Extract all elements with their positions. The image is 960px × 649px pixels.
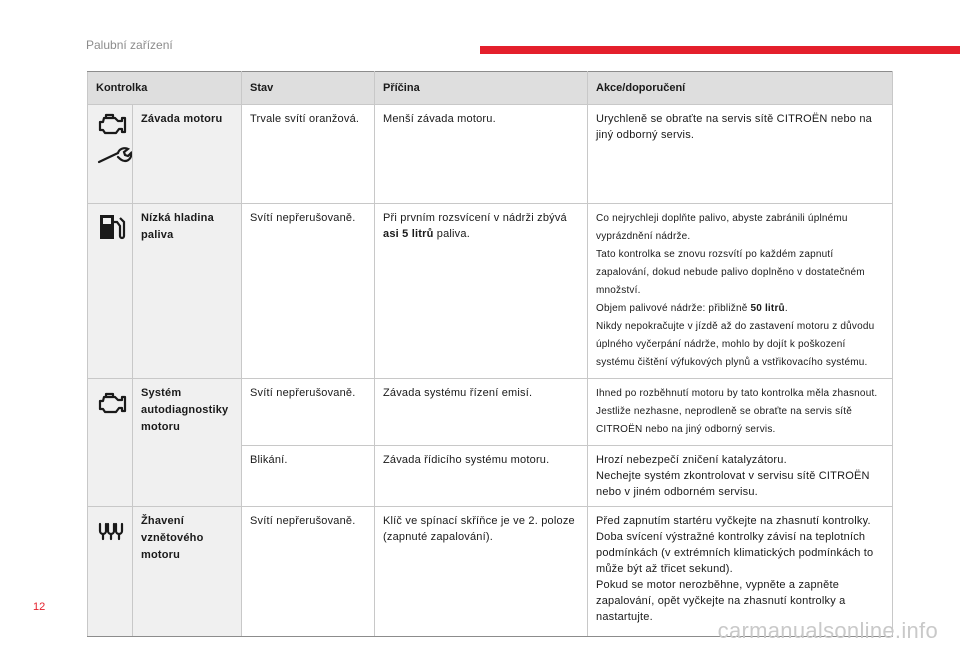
table-row <box>88 507 893 637</box>
cause-cell: Menší závada motoru. <box>375 105 588 204</box>
action-paragraph: Před zapnutím startéru vyčkejte na zhasnutí kontrolky. Doba svícení výstražné kontrolky závisí na teplotních podmínkách (v extrémních klimatických podmínkách to může být až třicet sekund). <box>596 515 874 575</box>
icon-cell <box>88 105 133 204</box>
icon-cell <box>88 204 133 379</box>
table-row <box>88 379 893 446</box>
action-cell <box>588 507 893 637</box>
column-header-akce: Akce/doporučení <box>588 72 893 105</box>
column-header-kontrolka: Kontrolka <box>88 72 242 105</box>
cause-emphasis: asi 5 litrů <box>383 228 434 240</box>
action-paragraph: Co nejrychleji doplňte palivo, abyste zabránili úplnému vyprázdnění nádrže. <box>596 213 848 242</box>
action-cell: Urychleně se obraťte na servis sítě CITROËN nebo na jiný odborný servis. <box>588 105 893 204</box>
fuel-pump-icon <box>96 212 124 242</box>
table-row <box>88 204 893 379</box>
state-cell: Blikání. <box>242 446 375 507</box>
glow-plug-icon <box>96 521 124 541</box>
table-header-row <box>88 72 893 105</box>
engine-diagnostic-icon <box>96 391 124 417</box>
action-paragraph: Tato kontrolka se znovu rozsvítí po každém zapnutí zapalování, dokud nebude palivo doplněno v dostatečném množství. <box>596 249 865 296</box>
page-number: 12 <box>33 601 46 613</box>
state-cell: Svítí nepřerušovaně. <box>242 379 375 446</box>
action-cell <box>588 446 893 507</box>
cause-text: Při prvním rozsvícení v nádrži zbývá <box>383 212 567 224</box>
column-header-pricina: Příčina <box>375 72 588 105</box>
cause-text: paliva. <box>433 228 470 240</box>
warning-lights-table <box>87 71 893 637</box>
warning-name: Závada motoru <box>133 105 242 204</box>
header-accent-bar <box>480 46 960 54</box>
watermark: carmanualsonline.info <box>717 618 938 643</box>
section-title: Palubní zařízení <box>86 38 173 52</box>
cause-cell: Závada řídicího systému motoru. <box>375 446 588 507</box>
cause-cell: Klíč ve spínací skříňce je ve 2. poloze (zapnuté zapalování). <box>375 507 588 637</box>
action-text: Objem palivové nádrže: přibližně <box>596 303 751 314</box>
action-paragraph: Nechejte systém zkontrolovat v servisu sítě CITROËN nebo v jiném odborném servisu. <box>596 470 870 498</box>
icon-cell <box>88 379 133 507</box>
action-text: . <box>784 303 788 314</box>
wrench-icon <box>96 145 124 165</box>
cause-cell <box>375 204 588 379</box>
action-paragraph <box>596 300 884 318</box>
column-header-stav: Stav <box>242 72 375 105</box>
action-paragraph: Pokud se motor nerozběhne, vypněte a zapněte zapalování, opět vyčkejte na zhasnutí kontrolky a nastartujte. <box>596 579 846 623</box>
state-cell: Svítí nepřerušovaně. <box>242 507 375 637</box>
state-cell: Trvale svítí oranžová. <box>242 105 375 204</box>
cause-cell: Závada systému řízení emisí. <box>375 379 588 446</box>
state-cell: Svítí nepřerušovaně. <box>242 204 375 379</box>
warning-name: Systém autodiagnostiky motoru <box>133 379 242 507</box>
table-row <box>88 105 893 204</box>
action-cell <box>588 204 893 379</box>
action-paragraph: Nikdy nepokračujte v jízdě až do zastavení motoru z důvodu úplného vyčerpání nádrže, mohlo by dojít k poškození systému čištění výfukových plynů a vstřikovacího systému. <box>596 321 875 368</box>
action-cell: Ihned po rozběhnutí motoru by tato kontrolka měla zhasnout. Jestliže nezhasne, neprodleně se obraťte na servis sítě CITROËN nebo na jiný odborný servis. <box>588 379 893 446</box>
action-paragraph: Hrozí nebezpečí zničení katalyzátoru. <box>596 454 787 466</box>
warning-name: Žhavení vznětového motoru <box>133 507 242 637</box>
warning-name: Nízká hladina paliva <box>133 204 242 379</box>
icon-cell <box>88 507 133 637</box>
action-emphasis: 50 litrů <box>750 303 785 314</box>
engine-fault-icon <box>96 111 124 139</box>
